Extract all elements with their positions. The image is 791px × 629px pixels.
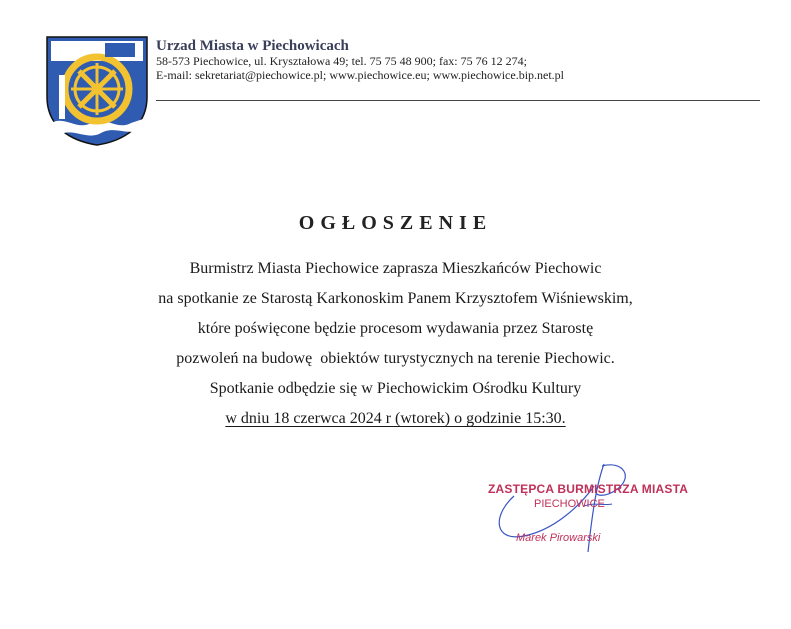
- notice-line: Spotkanie odbędzie się w Piechowickim Ośrodku Kultury: [209, 380, 582, 397]
- organization-name: Urzad Miasta w Piechowicach: [156, 38, 349, 54]
- notice-line: które poświęcone będzie procesom wydawania przez Starostę: [197, 320, 594, 337]
- letterhead: [156, 38, 761, 82]
- notice-line: Burmistrz Miasta Piechowice zaprasza Mieszkańców Piechowic: [189, 260, 602, 277]
- stamp-city: PIECHOWICE: [534, 498, 605, 510]
- stamp-title: ZASTĘPCA BURMISTRZA MIASTA: [488, 482, 689, 496]
- address-line: 58-573 Piechowice, ul. Kryształowa 49; tel. 75 75 48 900; fax: 75 76 12 274;: [156, 54, 527, 68]
- notice-title: OGŁOSZENIE: [298, 212, 493, 234]
- notice-line: na spotkanie ze Starostą Karkonoskim Panem Krzysztofem Wiśniewskim,: [158, 290, 633, 307]
- stamp-name: Marek Pirowarski: [516, 532, 601, 544]
- notice-date-text: w dniu 18 czerwca 2024 r (wtorek) o godzinie 15:30.: [225, 410, 566, 427]
- notice-date-line: [0, 404, 791, 434]
- notice-line: pozwoleń na budowę obiektów turystycznych na terenie Piechowic.: [176, 350, 615, 367]
- official-stamp: [488, 478, 689, 558]
- header-divider: [156, 100, 760, 101]
- coat-of-arms-icon: [45, 35, 149, 147]
- notice-body: [0, 254, 791, 434]
- contact-line: E-mail: sekretariat@piechowice.pl; www.piechowice.eu; www.piechowice.bip.net.pl: [156, 68, 565, 82]
